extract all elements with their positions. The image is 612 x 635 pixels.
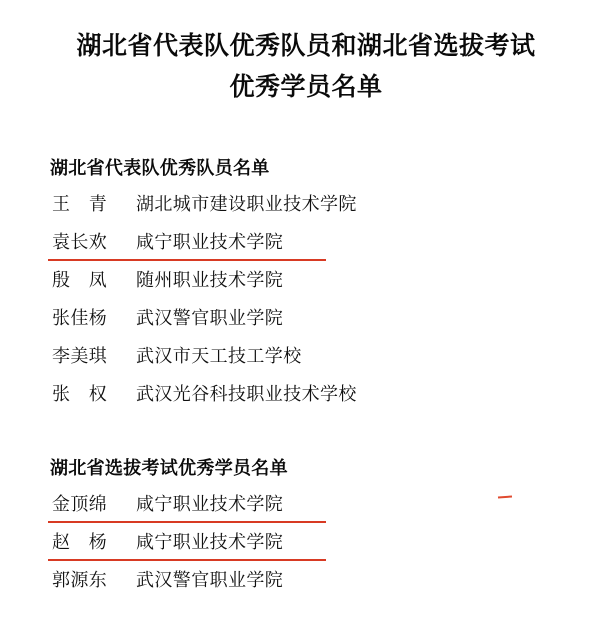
list-item [40,190,572,228]
member-school: 随州职业技术学院 [136,270,284,290]
member-name: 袁长欢 [52,232,108,252]
section-representative-team [40,154,572,418]
list-item [40,566,572,604]
member-school: 咸宁职业技术学院 [136,494,284,514]
entry-list [40,490,572,604]
member-school: 咸宁职业技术学院 [136,232,284,252]
member-name: 李美琪 [52,346,108,366]
member-name: 王 青 [52,194,108,214]
list-item [40,380,572,418]
member-name: 金顶绵 [52,494,108,514]
member-school: 武汉警官职业学院 [136,308,284,328]
member-school: 咸宁职业技术学院 [136,532,284,552]
page-title-line-2: 优秀学员名单 [229,73,383,101]
list-item [40,228,572,266]
list-item [40,266,572,304]
member-name: 郭源东 [52,570,108,590]
section-heading: 湖北省代表队优秀队员名单 [50,158,270,178]
list-item [40,304,572,342]
page-title-line-1: 湖北省代表队优秀队员和湖北省选拔考试 [76,32,536,60]
member-name: 殷 凤 [52,270,108,290]
member-name: 张 权 [52,384,108,404]
list-item [40,528,572,566]
list-item [40,490,572,528]
member-name: 张佳杨 [52,308,108,328]
entry-list [40,190,572,418]
member-school: 武汉光谷科技职业技术学校 [136,384,357,404]
member-school: 武汉市天工技工学校 [136,346,302,366]
section-heading: 湖北省选拔考试优秀学员名单 [50,458,288,478]
member-name: 赵 杨 [52,532,108,552]
member-school: 湖北城市建设职业技术学院 [136,194,357,214]
section-selection-exam [40,454,572,604]
member-school: 武汉警官职业学院 [136,570,284,590]
list-item [40,342,572,380]
page-title [40,0,572,108]
